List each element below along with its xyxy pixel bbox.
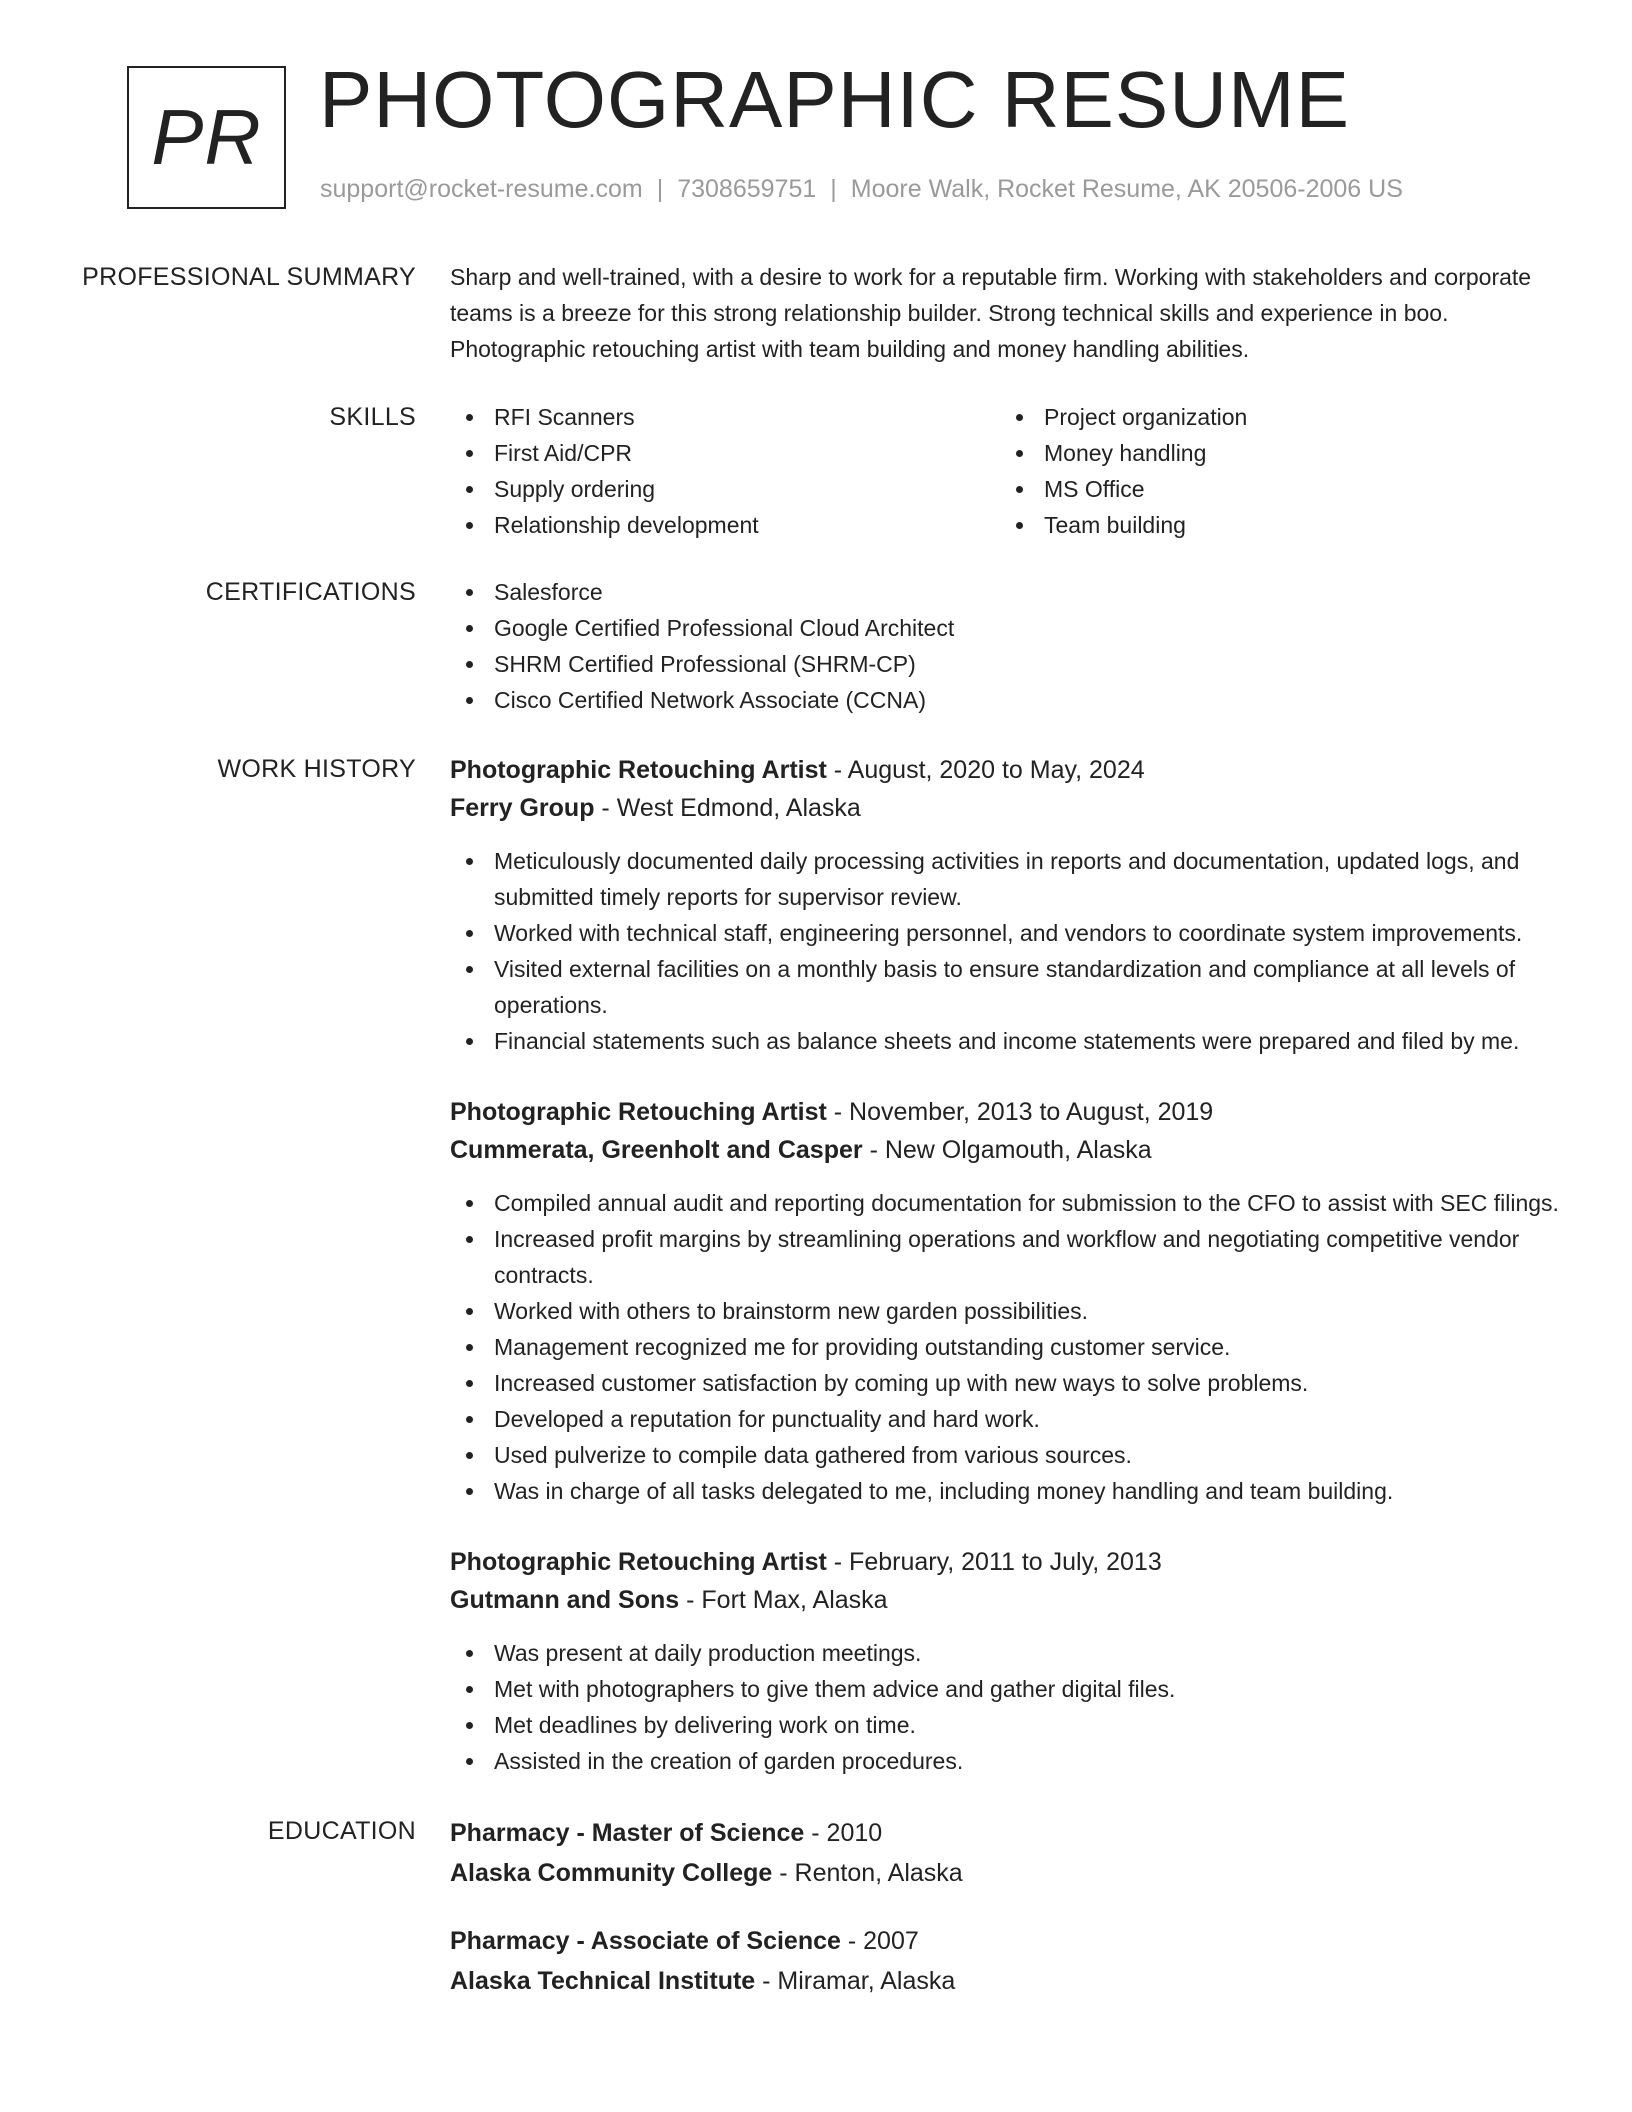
skill-item: Money handling bbox=[1000, 435, 1550, 471]
job-bullets bbox=[450, 843, 1569, 1059]
education-section bbox=[63, 1813, 1569, 2029]
education-school-line bbox=[450, 1853, 1569, 1893]
skills-section bbox=[63, 399, 1569, 543]
education-school: Alaska Community College bbox=[450, 1859, 773, 1887]
job-bullet: Financial statements such as balance sheets and income statements were prepared and filed by me. bbox=[450, 1023, 1569, 1059]
job-bullet: Meticulously documented daily processing activities in reports and documentation, updated logs, and submitted timely reports for supervisor review. bbox=[450, 843, 1569, 915]
skill-item: First Aid/CPR bbox=[450, 435, 1000, 471]
resume-header bbox=[63, 0, 1569, 230]
monogram-box bbox=[127, 66, 286, 209]
work-history-body bbox=[450, 751, 1569, 1813]
job-title: Photographic Retouching Artist bbox=[450, 1098, 827, 1126]
job-title-line bbox=[450, 751, 1569, 789]
education-degree-line bbox=[450, 1813, 1569, 1853]
job-location: - West Edmond, Alaska bbox=[594, 794, 861, 822]
certification-item: Cisco Certified Network Associate (CCNA) bbox=[450, 682, 1569, 718]
skill-item: Supply ordering bbox=[450, 471, 1000, 507]
education-year: - 2010 bbox=[804, 1819, 883, 1847]
education-location: - Miramar, Alaska bbox=[755, 1967, 956, 1995]
contact-separator: | bbox=[656, 175, 664, 203]
skill-item: Relationship development bbox=[450, 507, 1000, 543]
certifications-section bbox=[63, 574, 1569, 718]
job-bullet: Worked with others to brainstorm new garden possibilities. bbox=[450, 1293, 1569, 1329]
skill-item: Project organization bbox=[1000, 399, 1550, 435]
summary-section bbox=[63, 259, 1569, 367]
job-location: - New Olgamouth, Alaska bbox=[862, 1136, 1152, 1164]
job-bullet: Increased profit margins by streamlining operations and workflow and negotiating competitive vendor contracts. bbox=[450, 1221, 1569, 1293]
skill-item: MS Office bbox=[1000, 471, 1550, 507]
certification-item: Salesforce bbox=[450, 574, 1569, 610]
job-title-line bbox=[450, 1543, 1569, 1581]
job-entry bbox=[450, 1093, 1569, 1509]
education-entry bbox=[450, 1921, 1569, 2001]
contact-line bbox=[320, 176, 1403, 204]
education-school: Alaska Technical Institute bbox=[450, 1967, 756, 1995]
education-degree: Pharmacy - Associate of Science bbox=[450, 1927, 841, 1955]
job-bullets bbox=[450, 1635, 1569, 1779]
section-label-work-history: WORK HISTORY bbox=[217, 755, 416, 783]
job-entry bbox=[450, 1543, 1569, 1779]
job-company: Cummerata, Greenholt and Casper bbox=[450, 1136, 863, 1164]
job-bullet: Worked with technical staff, engineering personnel, and vendors to coordinate system improvements. bbox=[450, 915, 1569, 951]
job-title-line bbox=[450, 1093, 1569, 1131]
job-bullet: Met with photographers to give them advice and gather digital files. bbox=[450, 1671, 1569, 1707]
job-title: Photographic Retouching Artist bbox=[450, 1548, 827, 1576]
job-bullet: Was present at daily production meetings. bbox=[450, 1635, 1569, 1671]
contact-separator: | bbox=[830, 175, 837, 203]
skills-grid bbox=[450, 399, 1569, 543]
summary-text: Sharp and well-trained, with a desire to work for a reputable firm. Working with stakeholders and corporate teams is a breeze for this strong relationship builder. Strong technical skills and experience in boo. Photographic retouching artist with team building and money handling abilities. bbox=[450, 264, 1532, 362]
job-company: Ferry Group bbox=[450, 794, 595, 822]
section-label-skills: SKILLS bbox=[329, 403, 416, 431]
job-bullet: Used pulverize to compile data gathered from various sources. bbox=[450, 1437, 1569, 1473]
job-bullet: Increased customer satisfaction by coming up with new ways to solve problems. bbox=[450, 1365, 1569, 1401]
job-bullet: Management recognized me for providing outstanding customer service. bbox=[450, 1329, 1569, 1365]
education-location: - Renton, Alaska bbox=[772, 1859, 963, 1887]
job-title: Photographic Retouching Artist bbox=[450, 756, 827, 784]
job-bullet: Developed a reputation for punctuality and hard work. bbox=[450, 1401, 1569, 1437]
certification-item: Google Certified Professional Cloud Architect bbox=[450, 610, 1569, 646]
certifications-body bbox=[450, 574, 1569, 718]
resume-name: PHOTOGRAPHIC RESUME bbox=[319, 55, 1350, 144]
job-company-line bbox=[450, 789, 1569, 827]
job-bullet: Visited external facilities on a monthly basis to ensure standardization and compliance at all levels of operations. bbox=[450, 951, 1569, 1023]
job-dates: - August, 2020 to May, 2024 bbox=[826, 756, 1145, 784]
job-bullet: Was in charge of all tasks delegated to me, including money handling and team building. bbox=[450, 1473, 1569, 1509]
education-degree-line bbox=[450, 1921, 1569, 1961]
section-label-certifications: CERTIFICATIONS bbox=[205, 578, 416, 606]
certification-item: SHRM Certified Professional (SHRM-CP) bbox=[450, 646, 1569, 682]
section-label-education: EDUCATION bbox=[267, 1817, 416, 1845]
work-history-section bbox=[63, 751, 1569, 1813]
job-bullets bbox=[450, 1185, 1569, 1509]
contact-email: support@rocket-resume.com bbox=[320, 175, 643, 203]
job-dates: - November, 2013 to August, 2019 bbox=[826, 1098, 1214, 1126]
education-entry bbox=[450, 1813, 1569, 1893]
section-label-summary: PROFESSIONAL SUMMARY bbox=[82, 263, 416, 291]
job-entry bbox=[450, 751, 1569, 1059]
education-body bbox=[450, 1813, 1569, 2029]
job-bullet: Assisted in the creation of garden procedures. bbox=[450, 1743, 1569, 1779]
job-bullet: Met deadlines by delivering work on time. bbox=[450, 1707, 1569, 1743]
job-dates: - February, 2011 to July, 2013 bbox=[826, 1548, 1162, 1576]
job-company-line bbox=[450, 1581, 1569, 1619]
job-company: Gutmann and Sons bbox=[450, 1586, 680, 1614]
job-location: - Fort Max, Alaska bbox=[679, 1586, 888, 1614]
skill-item: RFI Scanners bbox=[450, 399, 1000, 435]
education-year: - 2007 bbox=[840, 1927, 919, 1955]
skills-body bbox=[450, 399, 1569, 543]
skill-item: Team building bbox=[1000, 507, 1550, 543]
contact-phone: 7308659751 bbox=[677, 175, 817, 203]
contact-address: Moore Walk, Rocket Resume, AK 20506-2006 US bbox=[850, 175, 1403, 203]
education-degree: Pharmacy - Master of Science bbox=[450, 1819, 805, 1847]
education-school-line bbox=[450, 1961, 1569, 2001]
job-company-line bbox=[450, 1131, 1569, 1169]
skills-list-left bbox=[450, 399, 1000, 543]
certifications-list bbox=[450, 574, 1569, 718]
skills-list-right bbox=[1000, 399, 1550, 543]
monogram-initials: PR bbox=[151, 93, 262, 181]
job-bullet: Compiled annual audit and reporting documentation for submission to the CFO to assist with SEC filings. bbox=[450, 1185, 1569, 1221]
